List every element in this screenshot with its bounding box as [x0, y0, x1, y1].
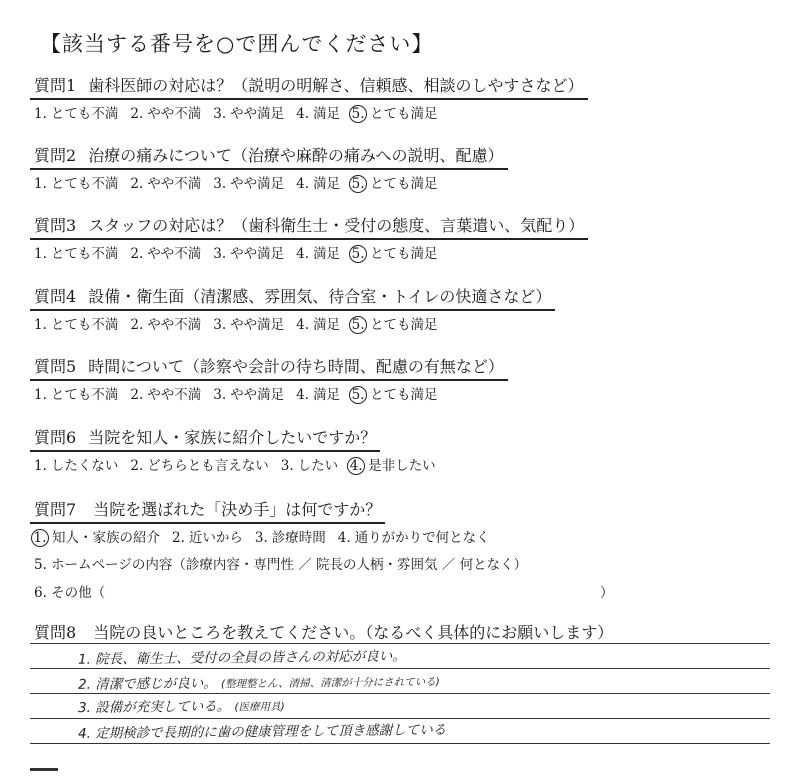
question-1-title — [30, 73, 588, 100]
question-number: 質問7 — [34, 500, 77, 519]
option-number: 5. — [349, 386, 367, 404]
answer-text: 2. 清潔で感じが良い。 — [77, 675, 217, 693]
question-text: 時間について（診察や会計の待ち時間、配慮の有無など） — [88, 357, 504, 376]
answer-text: 3. 設備が充実している。 — [77, 698, 231, 717]
option-label: とても不満 — [50, 246, 119, 262]
option-label: とても満足 — [370, 106, 438, 122]
answer-text: 1. 院長、衛生士、受付の全員の皆さんの対応が良い。 — [77, 648, 406, 668]
option-label: やや不満 — [147, 246, 202, 262]
option-label: やや満足 — [230, 176, 285, 192]
option-label: 近いから — [188, 530, 243, 546]
answer-line — [30, 693, 770, 694]
option-number: 3. — [280, 458, 294, 474]
option-label: とても不満 — [50, 387, 119, 403]
question-5-options — [30, 383, 730, 404]
option-number: 3. — [213, 387, 227, 403]
option-5-selected[interactable] — [352, 317, 438, 333]
option-number: 5. — [349, 316, 367, 334]
option-label: したい — [297, 458, 339, 474]
question-8 — [30, 620, 730, 645]
question-4-title — [30, 284, 555, 311]
option-label: やや不満 — [147, 317, 202, 333]
question-4 — [30, 284, 730, 334]
question-2-options — [30, 172, 730, 193]
handwritten-answer-1 — [78, 644, 406, 667]
option-label: とても不満 — [50, 106, 119, 122]
option-number: 4. — [347, 457, 365, 475]
option-label: とても満足 — [370, 387, 438, 403]
question-5-title — [30, 354, 508, 381]
option-3[interactable] — [213, 317, 284, 333]
handwritten-answer-2 — [78, 669, 440, 693]
option-number: 3. — [254, 530, 268, 546]
question-3-title — [30, 213, 588, 240]
option-number: 2. — [130, 317, 144, 333]
option-label: 満足 — [313, 106, 341, 122]
question-number: 質問6 — [34, 428, 77, 447]
question-number: 質問3 — [34, 216, 77, 235]
option-number: 1. — [34, 387, 47, 403]
question-7-option-6[interactable] — [30, 581, 730, 601]
option-3[interactable] — [281, 458, 338, 474]
option-label: 是非したい — [368, 458, 436, 474]
option-4[interactable] — [296, 176, 340, 192]
answer-note: (整理整とん、清掃、清潔が十分にされている) — [220, 676, 440, 691]
option-3[interactable] — [213, 246, 284, 262]
option-number: 4. — [296, 106, 310, 122]
option-label: とても満足 — [370, 317, 438, 333]
option-label: やや満足 — [230, 387, 285, 403]
option-label: どちらとも言えない — [147, 458, 269, 474]
option-number: 1. — [34, 458, 47, 474]
option-label: やや不満 — [147, 176, 202, 192]
question-5 — [30, 354, 730, 404]
option-4[interactable] — [296, 106, 340, 122]
option-2[interactable] — [130, 387, 201, 403]
question-6-options — [30, 454, 730, 475]
option-label: したくない — [50, 458, 119, 474]
question-text: 治療の痛みについて（治療や麻酔の痛みへの説明、配慮） — [88, 146, 504, 165]
question-text: 当院の良いところを教えてください。（なるべく具体的にお願いします） — [93, 623, 614, 642]
option-label: とても満足 — [370, 246, 438, 262]
option-1[interactable] — [34, 317, 118, 333]
question-3 — [30, 213, 730, 263]
question-number: 質問5 — [34, 357, 77, 376]
question-7-options — [30, 526, 730, 547]
question-text: スタッフの対応は？（歯科衛生士・受付の態度、言葉遣い、気配り） — [88, 216, 585, 235]
option-number: 2. — [130, 176, 144, 192]
option-number: 2. — [130, 106, 144, 122]
option-label: やや満足 — [230, 317, 285, 333]
option-2[interactable] — [130, 176, 201, 192]
option-label: やや満足 — [230, 246, 285, 262]
question-text: 歯科医師の対応は？（説明の明解さ、信頼感、相談のしやすさなど） — [88, 76, 584, 95]
option-label: とても満足 — [370, 176, 438, 192]
option-number: 1. — [34, 317, 47, 333]
option-number: 2. — [130, 458, 144, 474]
option-number: 5. — [349, 245, 367, 263]
option-number: 1. — [31, 529, 49, 547]
option-1[interactable] — [34, 106, 118, 122]
option-1[interactable] — [34, 176, 118, 192]
question-4-options — [30, 313, 730, 334]
option-4[interactable] — [296, 387, 340, 403]
option-5-selected[interactable] — [352, 106, 438, 122]
question-6-title — [30, 425, 380, 452]
answer-note: (医療用具) — [234, 700, 285, 714]
option-number: 3. — [213, 106, 227, 122]
option-label: やや不満 — [147, 387, 202, 403]
question-8-title — [30, 620, 617, 645]
option-label: やや不満 — [147, 106, 202, 122]
question-text: 設備・衛生面（清潔感、雰囲気、待合室・トイレの快適さなど） — [88, 287, 552, 306]
option-2[interactable] — [130, 458, 268, 474]
question-text: 当院を知人・家族に紹介したいですか？ — [88, 428, 377, 447]
page-edge-mark — [30, 768, 58, 771]
question-7 — [30, 497, 730, 601]
option-number: 4. — [296, 387, 310, 403]
option-4-selected[interactable] — [350, 458, 436, 474]
option-5-selected[interactable] — [352, 176, 438, 192]
option-5-selected[interactable] — [352, 387, 438, 403]
option-2[interactable] — [130, 246, 201, 262]
option-2[interactable] — [130, 317, 201, 333]
option-number: 3. — [213, 246, 227, 262]
answer-text: 4. 定期検診で長期的に歯の健康管理をして頂き感謝している — [77, 722, 447, 742]
option-label: 満足 — [313, 317, 341, 333]
other-close-paren: ） — [600, 585, 614, 601]
option-3[interactable] — [213, 387, 284, 403]
option-number: 4. — [296, 317, 310, 333]
option-number: 1. — [34, 246, 47, 262]
other-label: 6. その他（ — [34, 585, 106, 601]
option-2[interactable] — [172, 530, 243, 546]
option-label: 満足 — [313, 176, 341, 192]
option-label: 満足 — [313, 246, 341, 262]
option-number: 5. — [349, 175, 367, 193]
option-4[interactable] — [338, 530, 490, 546]
page-header: 【該当する番号を○で囲んでください】 — [40, 32, 434, 56]
question-number: 質問1 — [34, 76, 77, 95]
question-6 — [30, 425, 730, 475]
question-1-options — [30, 102, 730, 123]
option-number: 4. — [296, 246, 310, 262]
option-label: とても不満 — [50, 317, 119, 333]
question-1 — [30, 73, 730, 123]
question-3-options — [30, 242, 730, 263]
option-3[interactable] — [213, 106, 284, 122]
option-1[interactable] — [34, 387, 118, 403]
option-number: 2. — [172, 530, 185, 546]
option-label: 満足 — [313, 387, 341, 403]
option-number: 3. — [213, 317, 227, 333]
question-number: 質問4 — [34, 287, 77, 306]
option-3[interactable] — [213, 176, 284, 192]
option-label: やや満足 — [230, 106, 285, 122]
option-number: 3. — [213, 176, 227, 192]
option-3[interactable] — [255, 530, 326, 546]
option-2[interactable] — [130, 106, 201, 122]
handwritten-answer-4 — [78, 718, 446, 742]
question-number: 質問2 — [34, 146, 77, 165]
question-2-title — [30, 143, 508, 170]
option-number: 4. — [296, 176, 310, 192]
option-4[interactable] — [296, 317, 340, 333]
question-7-title — [30, 497, 385, 524]
option-1[interactable] — [34, 458, 118, 474]
option-number: 4. — [337, 530, 351, 546]
option-number: 1. — [34, 176, 47, 192]
option-label: とても不満 — [50, 176, 119, 192]
option-4[interactable] — [296, 246, 340, 262]
question-number: 質問8 — [34, 623, 77, 642]
option-label: 通りがかりで何となく — [354, 530, 490, 546]
answer-line — [30, 743, 770, 744]
option-5-selected[interactable] — [352, 246, 438, 262]
option-label: 知人・家族の紹介 — [52, 530, 160, 546]
question-7-option-5[interactable]: 5. ホームページの内容（診療内容・専門性 ／ 院長の人柄・雰囲気 ／ 何となく） — [34, 557, 528, 573]
question-text: 当院を選ばれた「決め手」は何ですか？ — [93, 500, 382, 519]
option-number: 1. — [34, 106, 47, 122]
option-number: 2. — [130, 246, 144, 262]
option-number: 2. — [130, 387, 144, 403]
option-1[interactable] — [34, 246, 118, 262]
option-1-selected[interactable] — [34, 530, 160, 546]
question-2 — [30, 143, 730, 193]
option-number: 5. — [349, 105, 367, 123]
handwritten-answer-3 — [78, 694, 285, 716]
option-label: 診療時間 — [271, 530, 326, 546]
